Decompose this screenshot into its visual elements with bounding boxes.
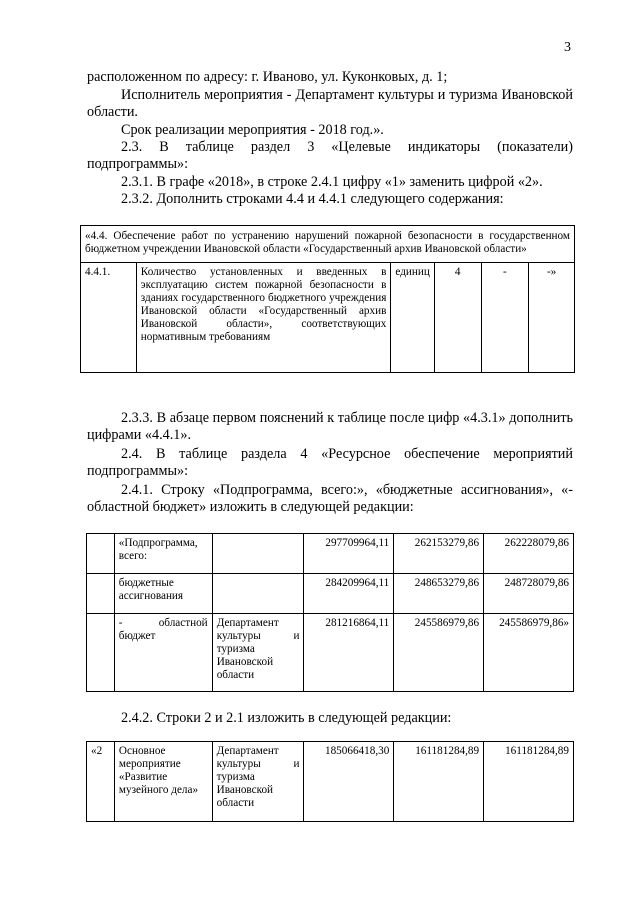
row-name: Основное мероприятие «Развитие музейного дела» <box>114 742 212 822</box>
executor-cell: Департамент культуры и туризма Ивановской области <box>212 742 304 822</box>
amount-cell: 281216864,11 <box>304 614 394 692</box>
value-cell: 4 <box>434 263 481 373</box>
empty-cell <box>87 574 115 614</box>
executor-cell <box>212 574 304 614</box>
empty-cell <box>87 614 115 692</box>
amount-cell: 245586979,86» <box>484 614 574 692</box>
target-indicators-table <box>80 225 575 373</box>
amount-cell: 161181284,89 <box>394 742 484 822</box>
row-name: - областной бюджет <box>114 614 212 692</box>
amount-cell: 262153279,86 <box>394 534 484 574</box>
paragraph-2-4-1: 2.4.1. Строку «Подпрограмма, всего:», «бюджетные ассигнования», «- областной бюджет» изложить в следующей редакции: <box>87 482 573 515</box>
table-row <box>87 534 574 574</box>
amount-cell: 245586979,86 <box>394 614 484 692</box>
amount-cell: 262228079,86 <box>484 534 574 574</box>
table-row <box>87 614 574 692</box>
unit-cell: единиц <box>391 263 434 373</box>
executor-cell: Департамент культуры и туризма Ивановской области <box>212 614 304 692</box>
paragraph-executor: Исполнитель мероприятия - Департамент культуры и туризма Ивановской области. <box>87 87 573 120</box>
section-header-cell: «4.4. Обеспечение работ по устранению нарушений пожарной безопасности в государственном бюджетном учреждении Ивановской области «Государственный архив Ивановской области» <box>81 226 575 263</box>
executor-cell <box>212 534 304 574</box>
table-row <box>87 574 574 614</box>
main-activity-table <box>86 741 574 822</box>
row-number: «2 <box>87 742 115 822</box>
row-name: бюджетные ассигнования <box>114 574 212 614</box>
amount-cell: 185066418,30 <box>304 742 394 822</box>
row-name: «Подпрограмма, всего: <box>114 534 212 574</box>
resource-table <box>86 533 574 692</box>
paragraph-2-3-2: 2.3.2. Дополнить строками 4.4 и 4.4.1 следующего содержания: <box>121 191 504 207</box>
table-row <box>81 263 575 373</box>
amount-cell: 248653279,86 <box>394 574 484 614</box>
amount-cell: 248728079,86 <box>484 574 574 614</box>
paragraph-2-3-3: 2.3.3. В абзаце первом пояснений к таблице после цифр «4.3.1» дополнить цифрами «4.4.1». <box>87 410 573 443</box>
amount-cell: 284209964,11 <box>304 574 394 614</box>
paragraph-2-4: 2.4. В таблице раздела 4 «Ресурсное обеспечение мероприятий подпрограммы»: <box>87 446 573 479</box>
paragraph-address: расположенном по адресу: г. Иваново, ул. Куконковых, д. 1; <box>87 69 448 85</box>
value-cell: - <box>481 263 529 373</box>
paragraph-2-4-2: 2.4.2. Строки 2 и 2.1 изложить в следующей редакции: <box>121 710 452 726</box>
amount-cell: 297709964,11 <box>304 534 394 574</box>
indicator-name: Количество установленных и введенных в эксплуатацию систем пожарной безопасности в зданиях государственного бюджетного учреждения Ивановской области «Государственный архив Ивановской области», соответствующих нормативным требованиям <box>136 263 391 373</box>
empty-cell <box>87 534 115 574</box>
value-cell: -» <box>529 263 575 373</box>
table-row <box>87 742 574 822</box>
table-row <box>81 226 575 263</box>
page-number: 3 <box>564 40 571 55</box>
paragraph-2-3: 2.3. В таблице раздел 3 «Целевые индикаторы (показатели) подпрограммы»: <box>87 139 573 172</box>
row-number: 4.4.1. <box>81 263 137 373</box>
paragraph-2-3-1: 2.3.1. В графе «2018», в строке 2.4.1 цифру «1» заменить цифрой «2». <box>121 174 543 190</box>
paragraph-deadline: Срок реализации мероприятия - 2018 год.». <box>121 122 384 138</box>
amount-cell: 161181284,89 <box>484 742 574 822</box>
